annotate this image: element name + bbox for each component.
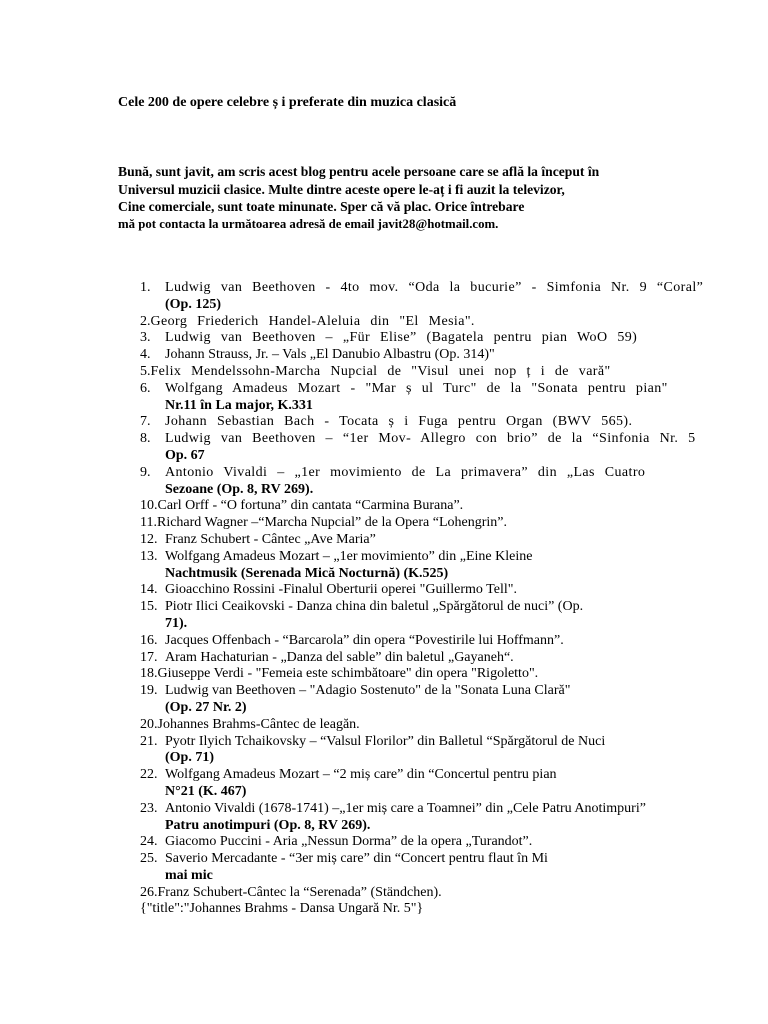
list-item-number: 6. (140, 380, 151, 396)
list-item-text: Wolfgang Amadeus Mozart – „1er movimiento” din „Eine Kleine (165, 548, 533, 564)
list-item-number: 19. (140, 683, 158, 699)
list-item-text: Felix Mendelssohn-Marcha Nupcial de "Visul unei nop ț i de vară" (150, 363, 611, 379)
list-item (140, 582, 765, 599)
list-item (140, 347, 765, 364)
list-item-number: 15. (140, 599, 158, 615)
list-item-text: Aram Hachaturian - „Danza del sable” din baletul „Gayaneh“. (165, 649, 514, 665)
list-item-continuation: mai mic (165, 867, 213, 883)
list-item (140, 330, 765, 347)
list-item-number: 2. (140, 313, 151, 329)
list-item-number: 18. (140, 666, 158, 682)
list-item-number: 8. (140, 431, 151, 447)
list-item-number: 11. (140, 515, 157, 531)
list-item (140, 767, 765, 801)
list-item-number: 1. (140, 280, 151, 295)
list-item-number: 23. (140, 800, 158, 816)
list-item (140, 532, 765, 549)
list-item-text: Johann Strauss, Jr. – Vals „El Danubio Albastru (Op. 314)" (165, 347, 495, 363)
list-item-number: 13. (140, 548, 158, 564)
list-item-text: Carl Orff - “O fortuna” din cantata “Carmina Burana”. (157, 498, 464, 514)
list-item-continuation: 71). (165, 615, 188, 631)
list-item (140, 633, 765, 650)
intro-line-email: mă pot contacta la următoarea adresă de email javit28@hotmail.com. (118, 216, 499, 231)
list-item-number: 7. (140, 414, 151, 430)
list-item-continuation: Patru anotimpuri (Op. 8, RV 269). (165, 817, 371, 833)
list-item (140, 599, 765, 633)
list-item (140, 801, 765, 835)
list-item (140, 465, 765, 499)
intro-line: Cine comerciale, sunt toate minunate. Sper că vă plac. Orice întrebare (118, 199, 525, 214)
list-item (140, 431, 765, 465)
list-item-text: Ludwig van Beethoven – "Adagio Sostenuto" de la "Sonata Luna Clară" (165, 683, 571, 699)
list-item (140, 683, 765, 717)
list-item (140, 650, 765, 667)
page-title: Cele 200 de opere celebre ș i preferate din muzica clasică (118, 95, 457, 110)
list-item-number: 24. (140, 834, 158, 850)
list-item (140, 280, 765, 314)
list-item-number: 9. (140, 464, 151, 480)
list-item-continuation: (Op. 125) (165, 296, 221, 312)
list-item-continuation: N°21 (K. 467) (165, 783, 247, 799)
list-item-text: Johann Sebastian Bach - Tocata ș i Fuga pentru Organ (BWV 565). (165, 414, 633, 430)
list-item-continuation: Sezoane (Op. 8, RV 269). (165, 481, 314, 497)
list-item-text: Saverio Mercadante - “3er miș care” din “Concert pentru flaut în Mi (165, 851, 548, 867)
list-item-number: 12. (140, 531, 158, 547)
intro-paragraph (118, 163, 658, 233)
list-item-text: Jacques Offenbach - “Barcarola” din opera “Povestirile lui Hoffmann”. (165, 632, 564, 648)
list-item (140, 364, 765, 381)
list-item-text: Pyotr Ilyich Tchaikovsky – “Valsul Florilor” din Balletul “Spărgătorul de Nuci (165, 733, 606, 749)
list-item-text: Franz Schubert-Cântec la “Serenada” (Ständchen). (157, 884, 442, 900)
list-item-text: Ludwig van Beethoven – „Für Elise” (Bagatela pentru pian WoO 59) (165, 330, 638, 346)
list-item-number: 14. (140, 582, 158, 598)
list-item-text: Antonio Vivaldi – „1er movimiento de La primavera” din „Las Cuatro (165, 464, 646, 480)
list-item-text: Wolfgang Amadeus Mozart - "Mar ș ul Turc" de la "Sonata pentru pian" (165, 380, 668, 396)
list-item-text: Gioacchino Rossini -Finalul Oberturii operei "Guillermo Tell". (165, 582, 517, 598)
trailing-json-text: {"title":"Johannes Brahms - Dansa Ungară Nr. 5"} (140, 901, 424, 917)
list-item (140, 381, 765, 415)
list-item-text: Antonio Vivaldi (1678-1741) –„1er miș care a Toamnei” din „Cele Patru Anotimpuri” (165, 800, 646, 816)
list-item-number: 10. (140, 498, 158, 514)
list-item-continuation: Nr.11 în La major, K.331 (165, 397, 313, 413)
list-item (140, 717, 765, 734)
list-item-text: Giuseppe Verdi - "Femeia este schimbătoare" din opera "Rigoletto". (157, 666, 539, 682)
list-item-continuation: Op. 67 (165, 447, 205, 463)
list-item-number: 3. (140, 330, 151, 346)
list-item-text: Johannes Brahms-Cântec de leagăn. (157, 716, 360, 732)
list-item-text: Ludwig van Beethoven - 4to mov. “Oda la bucurie” - Simfonia Nr. 9 “Coral” (165, 280, 704, 295)
list-item (140, 666, 765, 683)
list-item-number: 22. (140, 767, 158, 783)
list-item-number: 5. (140, 363, 151, 379)
list-item (140, 414, 765, 431)
works-list (140, 280, 765, 918)
intro-line: Bună, sunt javit, am scris acest blog pentru acele persoane care se află la început în (118, 164, 600, 179)
list-item (140, 734, 765, 768)
list-item-number: 21. (140, 733, 158, 749)
list-item-continuation: (Op. 27 Nr. 2) (165, 699, 247, 715)
list-item-text: Wolfgang Amadeus Mozart – “2 miș care” din “Concertul pentru pian (165, 767, 557, 783)
list-item (140, 314, 765, 331)
list-item-text: Giacomo Puccini - Aria „Nessun Dorma” de la opera „Turandot”. (165, 834, 533, 850)
list-item-text: Georg Friederich Handel-Aleluia din "El Mesia". (150, 313, 475, 329)
list-item-continuation: (Op. 71) (165, 750, 214, 766)
list-item-continuation: Nachtmusik (Serenada Mică Nocturnă) (K.525) (165, 565, 449, 581)
list-item-text: Franz Schubert - Cântec „Ave Maria” (165, 531, 376, 547)
list-item (140, 498, 765, 515)
list-item-number: 17. (140, 649, 158, 665)
list-item-number: 25. (140, 851, 158, 867)
list-item-text: Richard Wagner –“Marcha Nupcial” de la Opera “Lohengrin”. (156, 515, 507, 531)
list-item (140, 549, 765, 583)
list-item-number: 4. (140, 347, 151, 363)
list-item (140, 515, 765, 532)
list-item-number: 20. (140, 716, 158, 732)
list-item-text: Piotr Ilici Ceaikovski - Danza china din baletul „Spărgătorul de nuci” (Op. (165, 599, 584, 615)
list-item (140, 851, 765, 885)
intro-line: Universul muzicii clasice. Multe dintre aceste opere le-aț i fi auzit la televizor, (118, 181, 565, 197)
list-item (140, 885, 765, 902)
list-item-number: 26. (140, 884, 158, 900)
list-item (140, 834, 765, 851)
list-item-number: 16. (140, 632, 158, 648)
list-item-text: Ludwig van Beethoven – “1er Mov- Allegro con brio” de la “Sinfonia Nr. 5 (165, 431, 696, 447)
